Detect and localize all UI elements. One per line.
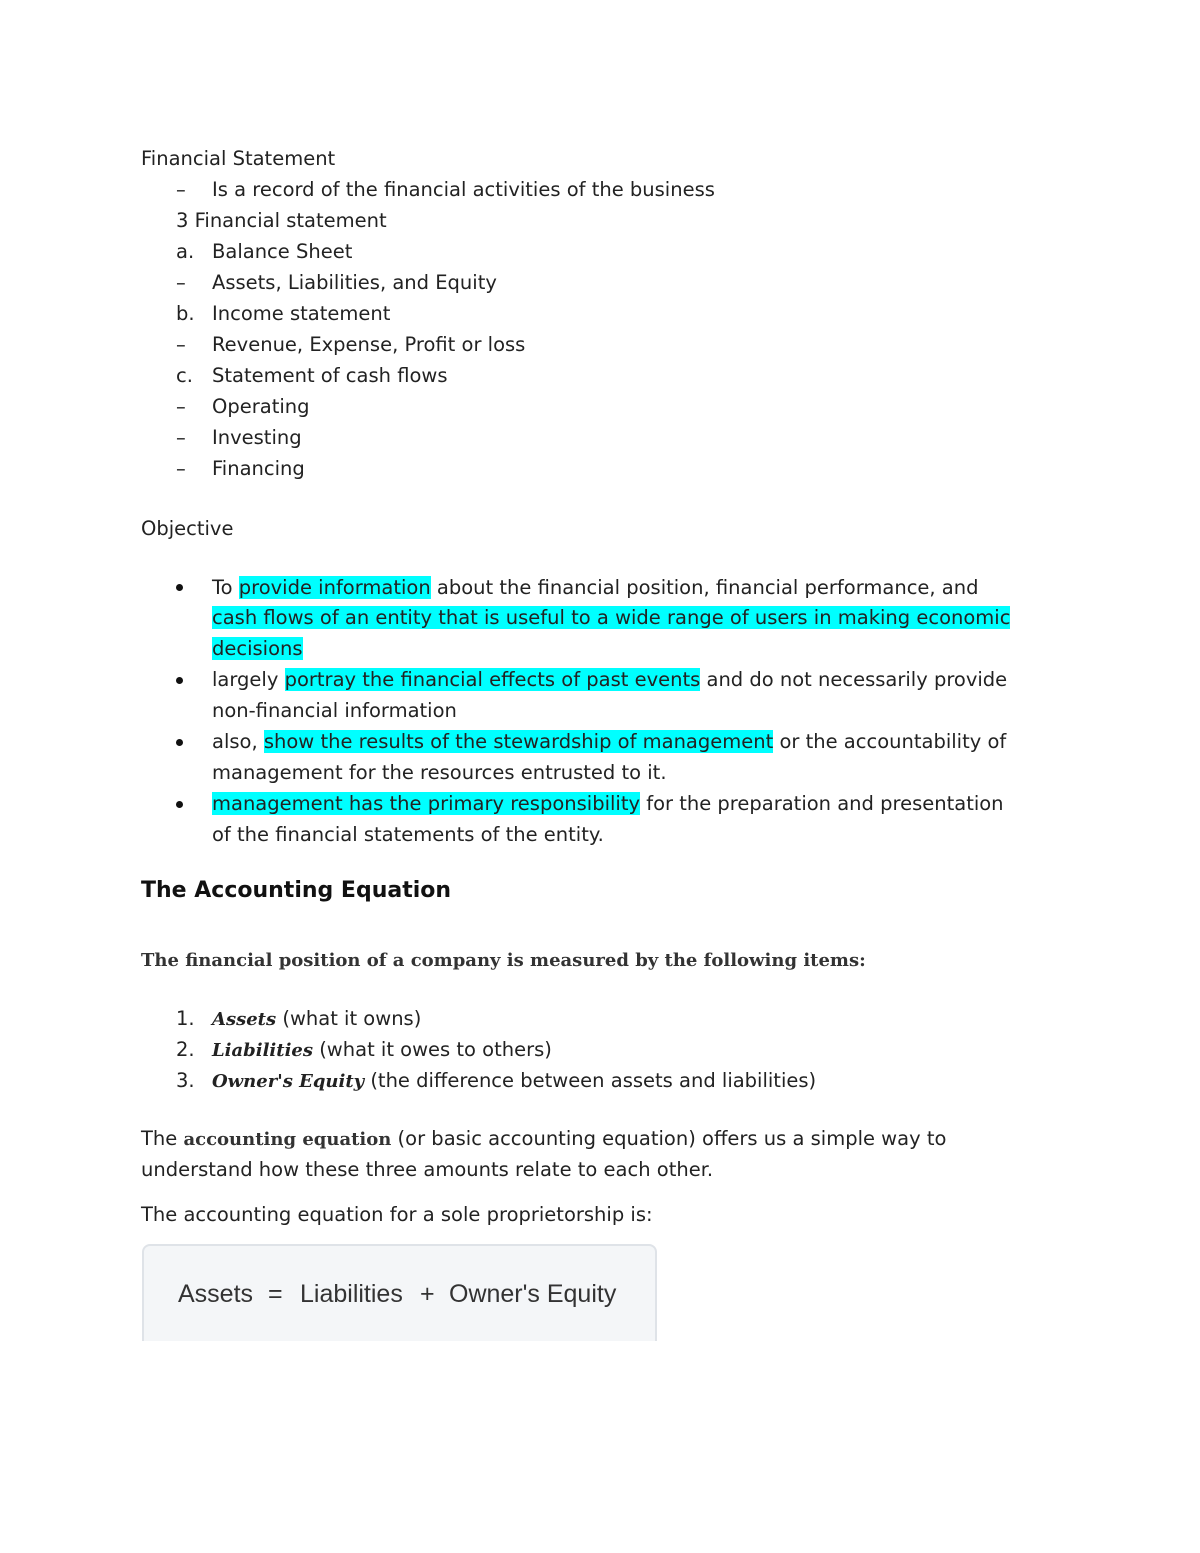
sub-item: Assets, Liabilities, and Equity — [212, 271, 497, 294]
list-marker: 2. — [176, 1038, 195, 1061]
dash-marker: – — [176, 333, 186, 356]
highlight: decisions — [212, 637, 303, 660]
bullet-line: To provide information about the financial position, financial performance, and — [212, 576, 979, 599]
equation-equals: = — [268, 1280, 283, 1308]
sub-item: Investing — [212, 426, 302, 449]
equation-lhs: Assets — [178, 1280, 254, 1308]
list-item: Assets (what it owns) — [212, 1007, 422, 1030]
dash-marker: – — [176, 178, 186, 201]
dash-marker: – — [176, 395, 186, 418]
section-title: Financial Statement — [141, 147, 336, 170]
count-label: 3 Financial statement — [176, 209, 387, 232]
list-item: Owner's Equity (the difference between assets and liabilities) — [212, 1069, 817, 1092]
section-heading: The Accounting Equation — [141, 878, 452, 903]
highlight: show the results of the stewardship of management — [263, 730, 774, 753]
sub-item: Financing — [212, 457, 305, 480]
list-marker: 1. — [176, 1007, 195, 1030]
bullet-line: of the financial statements of the entity. — [212, 823, 604, 846]
bullet-icon — [176, 584, 183, 591]
list-item: Liabilities (what it owes to others) — [212, 1038, 552, 1061]
list-marker: c. — [176, 364, 193, 387]
bullet-icon — [176, 739, 183, 746]
objective-title: Objective — [141, 517, 234, 540]
list-marker: a. — [176, 240, 195, 263]
sub-item: Revenue, Expense, Profit or loss — [212, 333, 526, 356]
highlight: management has the primary responsibility — [212, 792, 641, 815]
list-item: Balance Sheet — [212, 240, 353, 263]
equation-term-liabilities: Liabilities — [300, 1280, 403, 1308]
dash-marker: – — [176, 426, 186, 449]
equation-image — [142, 1244, 657, 1341]
bullet-line: largely portray the financial effects of past events and do not necessarily provide — [212, 668, 1008, 691]
paragraph: The accounting equation (or basic accounting equation) offers us a simple way to — [141, 1127, 947, 1150]
definition-text: Is a record of the financial activities of the business — [212, 178, 715, 201]
section-subheading: The financial position of a company is measured by the following items: — [141, 950, 866, 971]
highlight: provide information — [238, 576, 431, 599]
bullet-line: non-financial information — [212, 699, 457, 722]
highlight: cash flows of an entity that is useful to a wide range of users in making economic — [212, 606, 1011, 629]
list-item: Statement of cash flows — [212, 364, 448, 387]
sub-item: Operating — [212, 395, 310, 418]
bullet-icon — [176, 801, 183, 808]
list-marker: 3. — [176, 1069, 195, 1092]
dash-marker: – — [176, 271, 186, 294]
paragraph: understand how these three amounts relate to each other. — [141, 1158, 714, 1181]
list-item: Income statement — [212, 302, 391, 325]
list-marker: b. — [176, 302, 195, 325]
bullet-line: management has the primary responsibility for the preparation and presentation — [212, 792, 1004, 815]
bullet-line — [212, 635, 303, 663]
bullet-line: also, show the results of the stewardship of management or the accountability of — [212, 730, 1007, 753]
equation-term-equity: Owner's Equity — [449, 1280, 617, 1308]
dash-marker: – — [176, 457, 186, 480]
equation-plus: + — [420, 1280, 435, 1308]
paragraph: The accounting equation for a sole proprietorship is: — [141, 1203, 653, 1226]
highlight: portray the financial effects of past events — [284, 668, 701, 691]
bullet-line: management for the resources entrusted to it. — [212, 761, 667, 784]
bullet-line — [212, 604, 1010, 632]
bullet-icon — [176, 677, 183, 684]
